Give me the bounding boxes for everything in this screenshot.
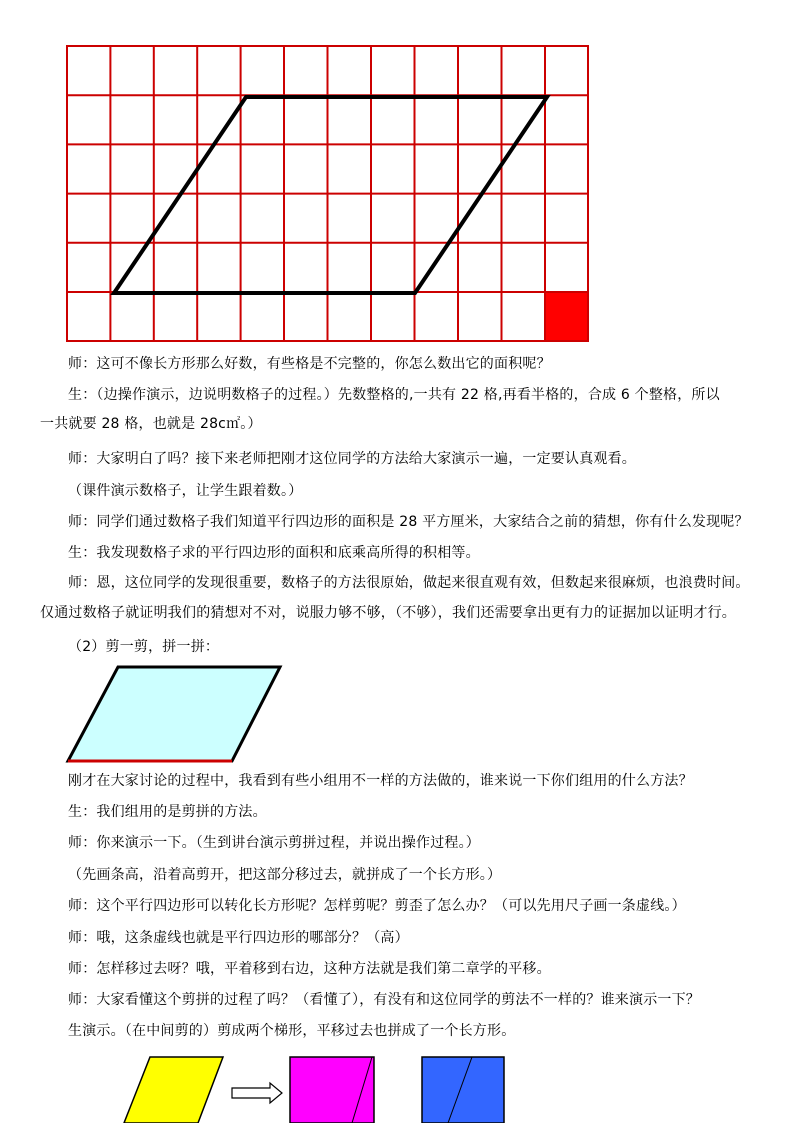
paragraph-line: （2）剪一剪，拼一拼： [68,639,220,655]
paragraph-6 [40,543,760,564]
paragraph-line: 师：同学们通过数格子我们知道平行四边形的面积是 28 平方厘米，大家结合之前的猜想，你有什么发现呢？ [68,514,749,530]
paragraph-13 [40,928,760,949]
section-heading [40,637,760,658]
paragraph-line: 师：恩，这位同学的发现很重要，数格子的方法很原始，做起来很直观有效，但数起来很麻烦，也浪费时间。 [68,575,750,591]
paragraph-9 [40,802,760,823]
cut-and-paste-figures [120,1054,520,1123]
paragraph-15 [40,990,760,1011]
paragraph-4 [40,481,760,502]
paragraph-line: 师：你来演示一下。（生到讲台演示剪拼过程，并说出操作过程。） [68,835,480,851]
paragraph-12 [40,896,760,917]
paragraph-line: 生：（边操作演示，边说明数格子的过程。）先数整格的,一共有 22 格,再看半格的，合成 6 个整格，所以 [68,387,720,403]
grid-lines [67,46,588,341]
paragraph-line: 刚才在大家讨论的过程中，我看到有些小组用不一样的方法做的，谁来说一下你们组用的什么方法？ [68,773,693,789]
paragraph-3 [40,449,760,470]
blue-rectangle [422,1057,504,1123]
paragraph-16 [40,1021,760,1042]
paragraph-line: 生演示。（在中间剪的）剪成两个梯形，平移过去也拼成了一个长方形。 [68,1023,516,1039]
magenta-rectangle [290,1057,374,1123]
paragraph-10 [40,833,760,854]
paragraph-line: 师：大家看懂这个剪拼的过程了吗？（看懂了），有没有和这位同学的剪法不一样的？谁来演示一下？ [68,992,700,1008]
grid-figure [66,45,590,343]
unit-square [545,292,588,341]
paragraph-11 [40,865,760,886]
paragraph-1 [40,354,760,375]
paragraph-line: 仅通过数格子就证明我们的猜想对不对，说服力够不够，（不够），我们还需要拿出更有力的证据加以证明才行。 [40,605,736,621]
paragraph-8 [40,771,760,792]
paragraph-line: （先画条高，沿着高剪开，把这部分移过去，就拼成了一个长方形。） [68,867,502,883]
paragraph-line: 师：这个平行四边形可以转化长方形呢？怎样剪呢？剪歪了怎么办？（可以先用尺子画一条虚线。） [68,898,686,914]
cyan-parallelogram [64,664,284,764]
paragraph-14 [40,959,760,980]
paragraph-line: （课件演示数格子，让学生跟着数。） [68,483,303,499]
paragraph-line: 师：哦，这条虚线也就是平行四边形的哪部分？（高） [68,930,409,946]
paragraph-line: 师：怎样移过去呀？哦，平着移到右边，这种方法就是我们第二章学的平移。 [68,961,551,977]
paragraph-7 [40,573,760,624]
parallelogram-outline [114,97,547,293]
paragraph-line: 师：大家明白了吗？接下来老师把刚才这位同学的方法给大家演示一遍，一定要认真观看。 [68,451,636,467]
paragraph-line: 一共就要 28 格，也就是 28c㎡。） [40,416,262,432]
paragraph-5 [40,512,760,533]
right-arrow-icon [232,1083,282,1103]
paragraph-line: 生：我们组用的是剪拼的方法。 [68,804,267,820]
yellow-parallelogram [124,1057,223,1123]
paragraph-2 [40,385,760,435]
paragraph-line: 师：这可不像长方形那么好数，有些格是不完整的，你怎么数出它的面积呢？ [68,356,551,372]
paragraph-line: 生：我发现数格子求的平行四边形的面积和底乘高所得的积相等。 [68,545,480,561]
